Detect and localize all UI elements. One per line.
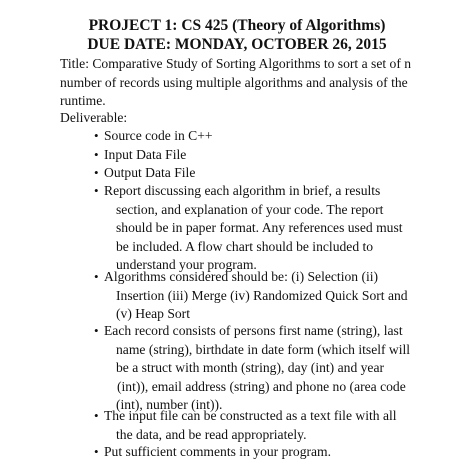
bullet-icon: •: [94, 183, 99, 198]
title-line: Title: Comparative Study of Sorting Algorithms to sort a set of n: [60, 56, 412, 71]
list-item-text: (int)), email address (string) and phone no (area code: [117, 378, 406, 394]
title-line: runtime.: [60, 93, 106, 108]
due-date-heading: DUE DATE: MONDAY, OCTOBER 26, 2015: [87, 36, 387, 53]
project-heading: PROJECT 1: CS 425 (Theory of Algorithms): [88, 17, 386, 34]
list-item-text: be a struct with month (string), day (int) and year: [116, 360, 385, 375]
list-item-text: the data, and be read appropriately.: [116, 426, 307, 442]
title-line: number of records using multiple algorithms and analysis of the: [60, 74, 408, 90]
list-item-text: name (string), birthdate in date form (which itself will: [116, 341, 411, 357]
list-item: [94, 407, 444, 444]
list-item-text: Put sufficient comments in your program.: [104, 444, 332, 459]
list-item-text: Input Data File: [104, 147, 187, 162]
list-item-text: (v) Heap Sort: [116, 306, 190, 321]
bullet-icon: •: [94, 147, 99, 162]
list-item-text: The input file can be constructed as a text file with all: [104, 408, 397, 423]
list-item-text: understand your program.: [116, 257, 257, 272]
list-item: [94, 322, 444, 415]
list-item: [94, 182, 444, 275]
bullet-icon: •: [94, 128, 99, 143]
bullet-icon: •: [94, 323, 99, 338]
list-item-text: Report discussing each algorithm in brief, a results: [104, 183, 381, 198]
list-item-text: Algorithms considered should be: (i) Selection (ii): [104, 269, 379, 284]
bullet-icon: •: [94, 408, 99, 423]
deliverable-label: Deliverable:: [60, 110, 128, 125]
list-item-text: should be in paper format. Any references used must: [116, 220, 403, 235]
list-item-text: Source code in C++: [104, 128, 213, 143]
list-item-text: section, and explanation of your code. The report: [116, 201, 384, 217]
list-item-text: Each record consists of persons first name (string), last: [104, 323, 403, 338]
list-item: [94, 268, 444, 324]
bullet-icon: •: [94, 269, 99, 284]
list-item: [94, 164, 444, 183]
list-item: [94, 443, 444, 462]
bullet-icon: •: [94, 444, 99, 459]
list-item-text: Output Data File: [104, 165, 196, 180]
list-item: [94, 146, 444, 165]
list-item-text: Insertion (iii) Merge (iv) Randomized Quick Sort and: [116, 287, 408, 303]
list-item-text: be included. A flow chart should be included to: [116, 238, 374, 254]
list-item: [94, 127, 444, 146]
bullet-icon: •: [94, 165, 99, 180]
list-item-text: (int), number (int)).: [116, 397, 223, 412]
